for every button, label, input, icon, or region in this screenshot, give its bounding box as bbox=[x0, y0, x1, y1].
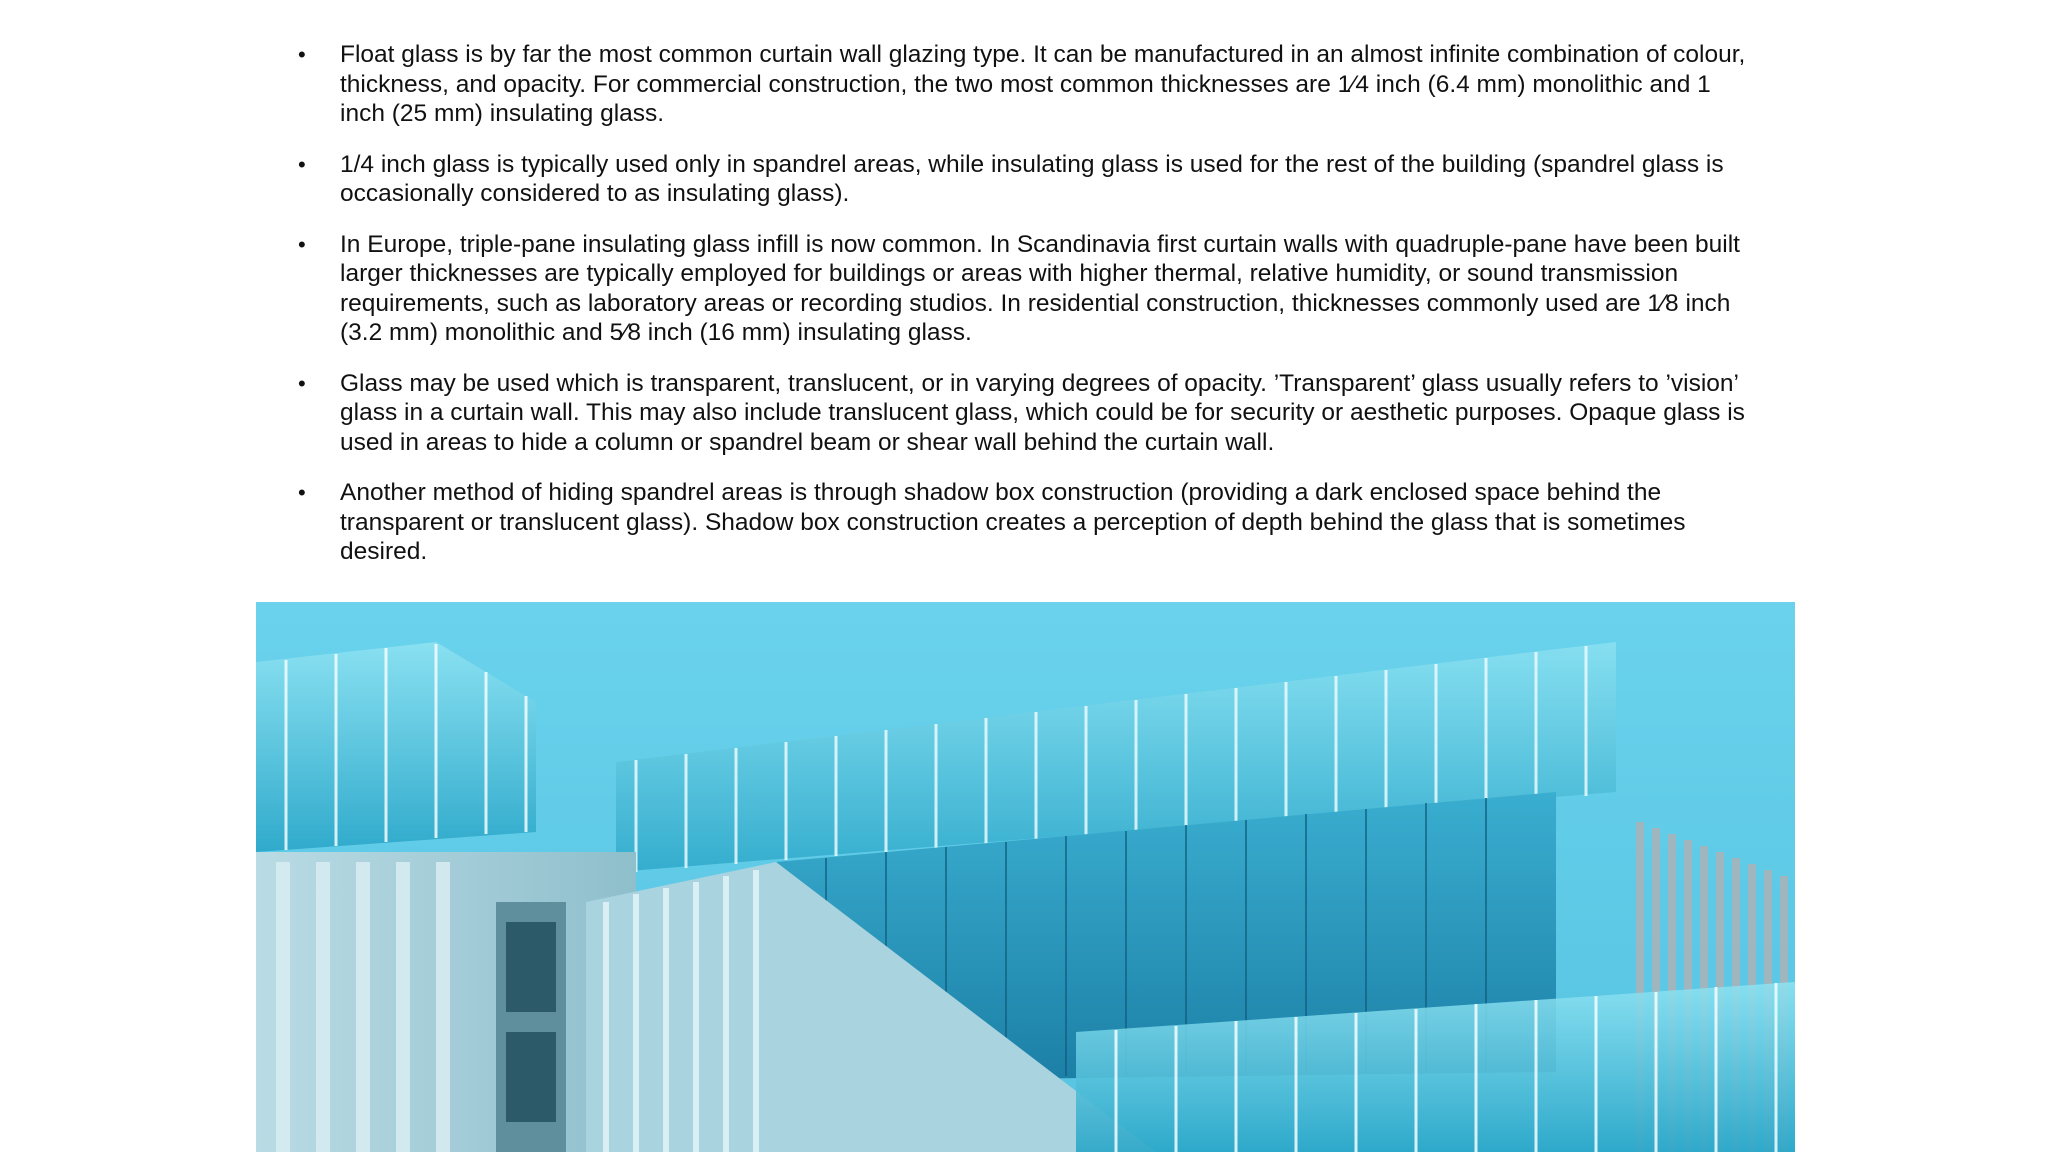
bullet-text: In Europe, triple-pane insulating glass infill is now common. In Scandinavia first curtain walls with quadruple-pane have been built larger thicknesses are typically employed for buildings or areas with higher thermal, relative humidity, or sound transmission requirements, such as laboratory areas or recording studios. In residential construction, thicknesses commonly used are 1⁄8 inch (3.2 mm) monolithic and 5⁄8 inch (16 mm) insulating glass. bbox=[340, 230, 1740, 346]
bullet-text: 1/4 inch glass is typically used only in spandrel areas, while insulating glass is used for the rest of the building (spandrel glass is occasionally considered to as insulating glass). bbox=[340, 150, 1724, 207]
bullet-text: Glass may be used which is transparent, translucent, or in varying degrees of opacity. ’Transparent’ glass usually refers to ’vision’ glass in a curtain wall. This may also include translucent glass, which could be for security or aesthetic purposes. Opaque glass is used in areas to hide a column or spandrel beam or shear wall behind the curtain wall. bbox=[340, 369, 1745, 456]
bullet-dot-icon: • bbox=[298, 151, 306, 177]
bullet-dot-icon: • bbox=[298, 480, 306, 505]
bullet-item bbox=[0, 369, 1750, 458]
building-photo bbox=[256, 602, 1795, 1152]
bullet-dot-icon: • bbox=[298, 42, 306, 67]
bullet-item bbox=[0, 40, 1750, 129]
glass-facade-illustration bbox=[256, 602, 1795, 1152]
bullet-item bbox=[0, 230, 1750, 348]
bullet-text: Float glass is by far the most common curtain wall glazing type. It can be manufactured in an almost infinite combination of colour, thickness, and opacity. For commercial construction, the two most common thicknesses are 1⁄4 inch (6.4 mm) monolithic and 1 inch (25 mm) insulating glass. bbox=[340, 41, 1746, 127]
bullet-item bbox=[0, 478, 1750, 567]
bullet-dot-icon: • bbox=[298, 231, 306, 257]
bullet-text: Another method of hiding spandrel areas is through shadow box construction (providing a dark enclosed space behind the transparent or translucent glass). Shadow box construction creates a perception of depth behind the glass that is sometimes desired. bbox=[340, 479, 1686, 565]
bullet-list bbox=[0, 40, 2048, 588]
bullet-dot-icon: • bbox=[298, 370, 306, 396]
bullet-item bbox=[0, 150, 1750, 209]
